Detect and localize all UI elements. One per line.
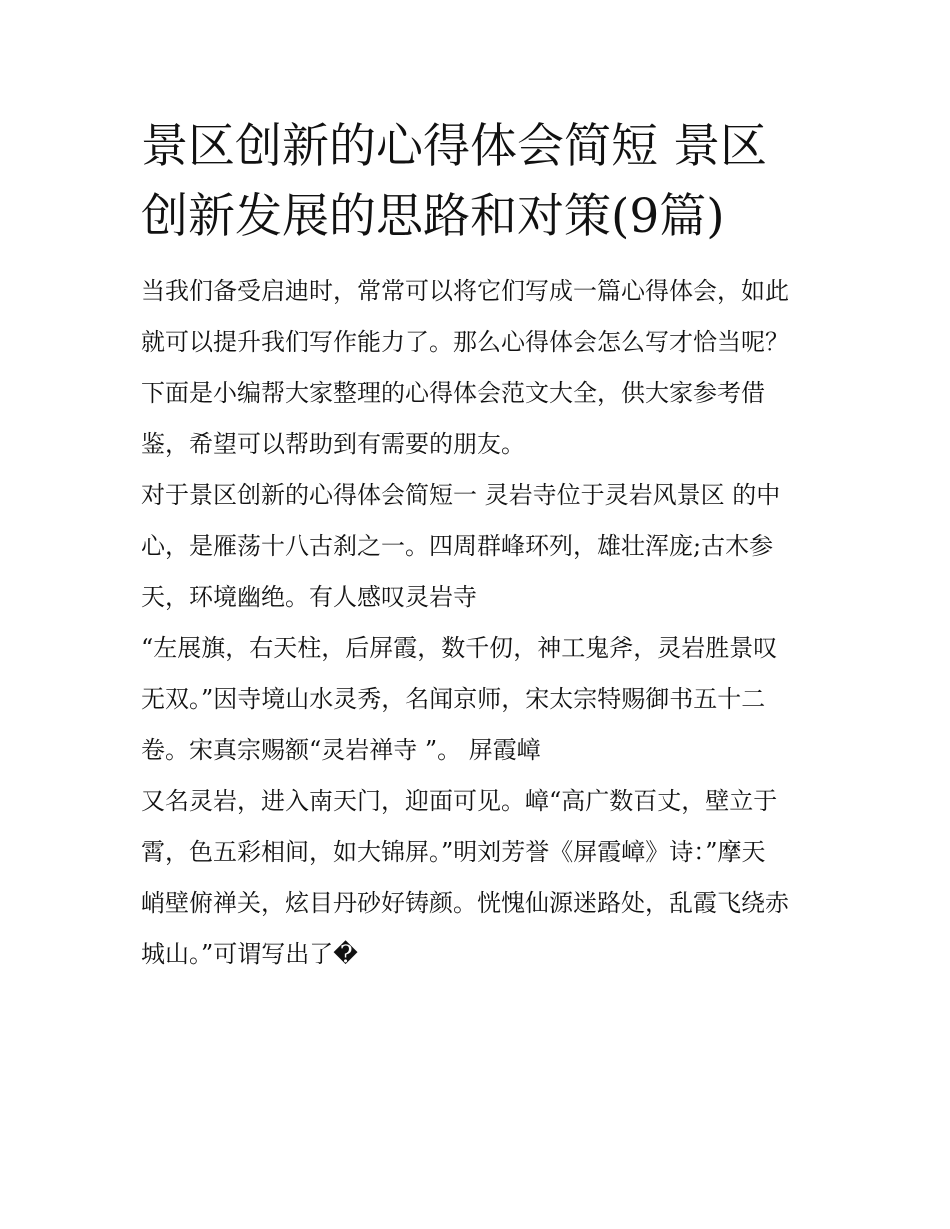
text-line: 下面是小编帮大家整理的心得体会范文大全，供大家参考借	[141, 379, 765, 407]
text-line: 就可以提升我们写作能力了。那么心得体会怎么写才恰当呢？	[141, 328, 789, 356]
text-line: 无双。”因寺境山水灵秀，名闻京师，宋太宗特赐御书五十二	[141, 685, 766, 713]
text-line: 天，环境幽绝。有人感叹灵岩寺	[141, 583, 477, 611]
text-line: 峭壁俯禅关，炫目丹砂好铸颜。恍愧仙源迷路处，乱霞飞绕赤	[141, 889, 789, 917]
text-line: 鉴，希望可以帮助到有需要的朋友。	[141, 430, 525, 458]
text-line: 心，是雁荡十八古刹之一。四周群峰环列，雄壮浑庞;古木参	[141, 532, 774, 560]
text-line: 卷。宋真宗赐额“灵岩禅寺 ”。 屏霞嶂	[141, 736, 541, 764]
document-title	[141, 112, 831, 252]
document-page	[141, 112, 831, 980]
title-line-2: 创新发展的思路和对策(9篇)	[141, 189, 725, 244]
text-line: 当我们备受启迪时，常常可以将它们写成一篇心得体会，如此	[141, 277, 789, 305]
text-line: 霄，色五彩相间，如大锦屏。”明刘芳誉《屏霞嶂》诗：”摩天	[141, 838, 766, 866]
title-line-1: 景区创新的心得体会简短 景区	[141, 119, 767, 174]
text-line: “左展旗，右天柱，后屏霞，数千仞，神工鬼斧，灵岩胜景叹	[141, 634, 778, 662]
text-line: 城山。”可谓写出了�	[141, 940, 358, 968]
text-line: 又名灵岩，进入南天门，迎面可见。嶂“高广数百丈，壁立于	[141, 787, 778, 815]
text-line: 对于景区创新的心得体会简短一 灵岩寺位于灵岩风景区 的中	[141, 481, 781, 509]
